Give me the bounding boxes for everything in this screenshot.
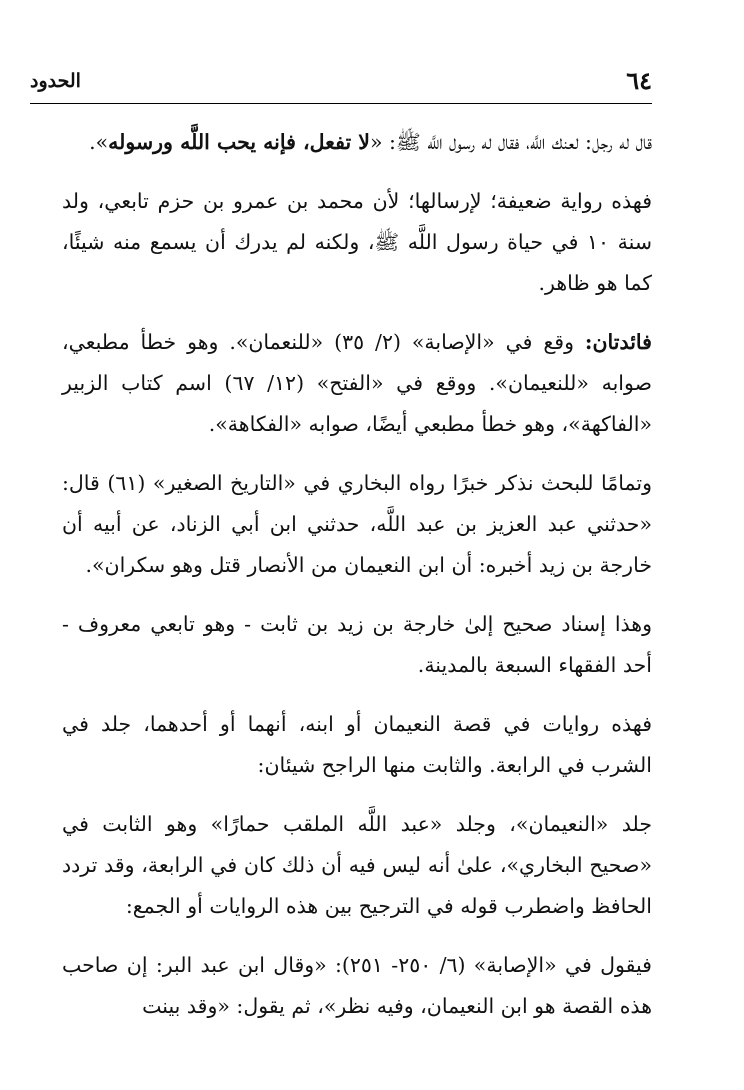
paragraph-1	[62, 122, 652, 163]
paragraph-3-text: وقع في «الإصابة» (٢/ ٣٥) «للنعمان». وهو خطأ مطبعي، صوابه «للنعيمان». ووقع في «الفتح» (١٢/ ٦٧) اسم كتاب الزبير «الفاكهة»، وهو خطأ مطبعي أيضًا، صوابه «الفكاهة».	[62, 330, 652, 436]
header-rule	[30, 103, 652, 104]
paragraph-4: وتمامًا للبحث نذكر خبرًا رواه البخاري في «التاريخ الصغير» (٦١) قال: «حدثني عبد العزيز بن عبد اللَّه، حدثني ابن أبي الزناد، عن أبيه أن خارجة بن زيد أخبره: أن ابن النعيمان من الأنصار قتل وهو سكران».	[62, 471, 652, 577]
paragraph-1-pre: قال له رجل: لعنك اللَّه، فقال له رسول اللَّه ﷺ: «	[369, 130, 652, 154]
hadith-quote: لا تفعل، فإنه يحب اللَّه ورسوله	[108, 130, 370, 154]
paragraph-8: فيقول في «الإصابة» (٦/ ٢٥٠- ٢٥١): «وقال ابن عبد البر: إن صاحب هذه القصة هو ابن النعيمان، وفيه نظر»، ثم يقول: «وقد بينت	[62, 953, 652, 1018]
page-number: ٦٤	[626, 66, 652, 95]
paragraph-6: فهذه روايات في قصة النعيمان أو ابنه، أنهما أو أحدهما، جلد في الشرب في الرابعة. والثابت منها الراجح شيئان:	[62, 712, 652, 777]
paragraph-2: فهذه رواية ضعيفة؛ لإرسالها؛ لأن محمد بن عمرو بن حزم تابعي، ولد سنة ١٠ في حياة رسول اللَّه ﷺ، ولكنه لم يدرك أن يسمع منه شيئًا، كما هو ظاهر.	[62, 189, 652, 295]
page-header	[30, 66, 652, 100]
page-body	[62, 122, 652, 1045]
paragraph-7: جلد «النعيمان»، وجلد «عبد اللَّه الملقب حمارًا» وهو الثابت في «صحيح البخاري»، علىٰ أنه ليس فيه أن ذلك كان في الرابعة، وقد تردد الحافظ واضطرب قوله في الترجيح بين هذه الروايات أو الجمع:	[62, 812, 652, 918]
paragraph-1-post: ».	[89, 130, 109, 154]
notes-heading: فائدتان:	[584, 330, 652, 354]
running-title: الحدود	[30, 70, 81, 92]
paragraph-3	[62, 322, 652, 445]
paragraph-5: وهذا إسناد صحيح إلىٰ خارجة بن زيد بن ثابت - وهو تابعي معروف - أحد الفقهاء السبعة بالمدينة.	[62, 612, 652, 677]
